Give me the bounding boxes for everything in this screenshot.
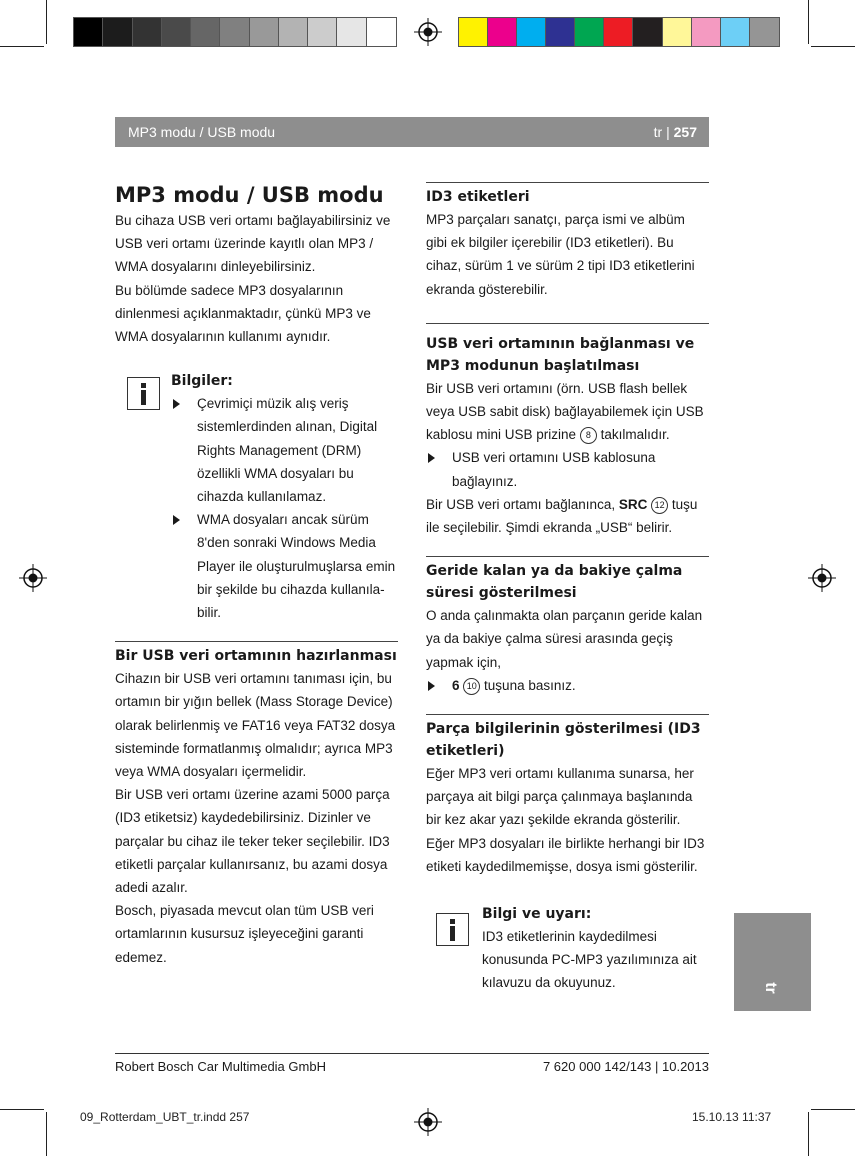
color-calibration-bar [458, 17, 780, 47]
reference-number: 12 [651, 497, 668, 514]
color-swatch [220, 18, 249, 46]
intro-paragraph: Bu cihaza USB veri ortamı bağlayabilirsiniz ve USB veri ortamı üzerinde kayıtlı olan MP3 / WMA dosyalarını dinleyebilirsiniz. [115, 213, 391, 275]
right-column [426, 182, 709, 995]
page-title: MP3 modu / USB modu [115, 183, 384, 207]
intro-paragraph: Bu bölümde sadece MP3 dosyalarının dinlenmesi açıklanmaktadır, çünkü MP3 ve WMA dosyalarının kullanımı aynıdır. [115, 282, 371, 345]
color-swatch [692, 18, 721, 46]
section-divider [426, 323, 709, 377]
instruction-bullet: 6 10 tuşuna basınız. [426, 674, 709, 697]
section-title: Geride kalan ya da bakiye çalma süresi gösterilmesi [426, 563, 683, 602]
color-swatch [367, 18, 396, 46]
info-title: Bilgiler: [171, 373, 233, 390]
crop-mark [811, 1109, 855, 1110]
print-slug-file: 09_Rotterdam_UBT_tr.indd 257 [80, 1110, 250, 1124]
info-icon [436, 913, 469, 946]
section-title: Parça bilgilerinin gösterilmesi (ID3 etiketleri) [426, 721, 701, 760]
section-divider [426, 556, 709, 604]
crop-mark [811, 46, 855, 47]
header-page-number: tr | 257 [653, 124, 697, 140]
color-swatch [721, 18, 750, 46]
page-footer [115, 1053, 709, 1074]
body-paragraph: Bir USB veri ortamı bağlanınca, SRC 12 tuşu ile seçilebilir. Şimdi ekranda „USB“ belirir. [426, 496, 698, 536]
body-paragraph: Bosch, piyasada mevcut olan tüm USB veri ortamlarının kusursuz işleyeceğini garanti edemez. [115, 903, 374, 965]
grayscale-calibration-bar [73, 17, 397, 47]
section-title: USB veri ortamının bağlanması ve MP3 modunun başlatılması [426, 335, 695, 374]
section-divider [115, 641, 398, 667]
crop-mark [808, 0, 809, 44]
section-divider [426, 182, 709, 208]
info-bullet: WMA dosyaları ancak sürüm 8'den sonraki Windows Media Player ile oluşturulmuşlarsa emin bir şekilde bu cihazda kullanıla-bilir. [171, 508, 398, 624]
body-paragraph: Cihazın bir USB veri ortamını tanıması için, bu ortamın bir yığın bellek (Mass Storage Device) olarak belirlenmiş ve FAT16 veya FAT32 dosya sisteminde formatlanmış olmalıdır; ayrıca MP3 veya WMA dosyaları içermelidir. [115, 671, 396, 780]
color-swatch [337, 18, 366, 46]
header-title: MP3 modu / USB modu [128, 124, 276, 140]
left-column [115, 182, 398, 969]
body-paragraph: Bir USB veri ortamı üzerine azami 5000 parça (ID3 etiketsiz) kaydedebilirsiniz. Dizinler ve parçalar bu cihaz ile teker teker seçilebilir. ID3 etiketli parçalar kullanırsanız, bu azami dosya adedi azalır. [115, 787, 390, 896]
crop-mark [0, 46, 44, 47]
language-side-tab [734, 913, 811, 1011]
crop-mark [0, 1109, 44, 1110]
src-key-label: SRC [618, 496, 648, 512]
registration-mark-icon [808, 564, 836, 592]
body-paragraph: O anda çalınmakta olan parçanın geride kalan ya da bakiye çalma süresi arasında geçiş yapmak için, [426, 608, 703, 670]
color-swatch [633, 18, 662, 46]
info-icon [127, 377, 160, 410]
color-swatch [517, 18, 546, 46]
color-swatch [750, 18, 779, 46]
color-swatch [191, 18, 220, 46]
color-swatch [308, 18, 337, 46]
body-paragraph: MP3 parçaları sanatçı, parça ismi ve albüm gibi ek bilgiler içerebilir (ID3 etiketleri). Bu cihaz, sürüm 1 ve sürüm 2 tipi ID3 etiketlerini ekranda gösterebilir. [426, 212, 695, 297]
footer-company: Robert Bosch Car Multimedia GmbH [115, 1059, 326, 1074]
color-swatch [488, 18, 517, 46]
language-tab-label: tr [761, 982, 779, 994]
reference-number: 10 [463, 678, 480, 695]
crop-mark [808, 1112, 809, 1156]
color-swatch [459, 18, 488, 46]
color-swatch [546, 18, 575, 46]
color-swatch [133, 18, 162, 46]
note-title: Bilgi ve uyarı: [482, 906, 592, 923]
color-swatch [74, 18, 103, 46]
info-box [115, 370, 398, 624]
color-swatch [250, 18, 279, 46]
crop-mark [46, 1112, 47, 1156]
color-swatch [103, 18, 132, 46]
color-swatch [575, 18, 604, 46]
section-title: ID3 etiketleri [426, 189, 530, 205]
registration-mark-icon [414, 1108, 442, 1136]
registration-mark-icon [19, 564, 47, 592]
color-swatch [604, 18, 633, 46]
key-label: 6 [452, 677, 460, 693]
body-paragraph: Eğer MP3 veri ortamı kullanıma sunarsa, her parçaya ait bilgi parça çalınmaya başlanında bir kez akar yazı şekilde ekranda gösterilir. Eğer MP3 dosyaları ile birlikte herhangi bir ID3 etiketi kaydedilmemişse, dosya ismi gösterilir. [426, 766, 705, 874]
info-bullet: Çevrimiçi müzik alış veriş sistemlerdinden alınan, Digital Rights Management (DRM) özellikli WMA dosyaları bu cihazda kullanılamaz. [171, 392, 398, 508]
footer-docnum: 7 620 000 142/143 | 10.2013 [542, 1059, 709, 1074]
crop-mark [46, 0, 47, 44]
color-swatch [162, 18, 191, 46]
registration-mark-icon [414, 18, 442, 46]
color-swatch [663, 18, 692, 46]
instruction-bullet: USB veri ortamını USB kablosuna bağlayınız. [426, 446, 709, 492]
section-divider [426, 714, 709, 762]
print-slug-date: 15.10.13 11:37 [692, 1110, 772, 1124]
reference-number: 8 [580, 427, 597, 444]
body-paragraph: Bir USB veri ortamını (örn. USB flash bellek veya USB sabit disk) bağlayabilemek için USB kablosu mini USB prizine 8 takılmalıdır. [426, 380, 704, 443]
note-box [426, 903, 709, 995]
note-text: ID3 etiketlerinin kaydedilmesi konusunda PC-MP3 yazılımınıza ait kılavuzu da okuyunuz. [482, 929, 697, 991]
section-title: Bir USB veri ortamının hazırlanması [115, 648, 397, 665]
page-header [115, 117, 709, 147]
color-swatch [279, 18, 308, 46]
